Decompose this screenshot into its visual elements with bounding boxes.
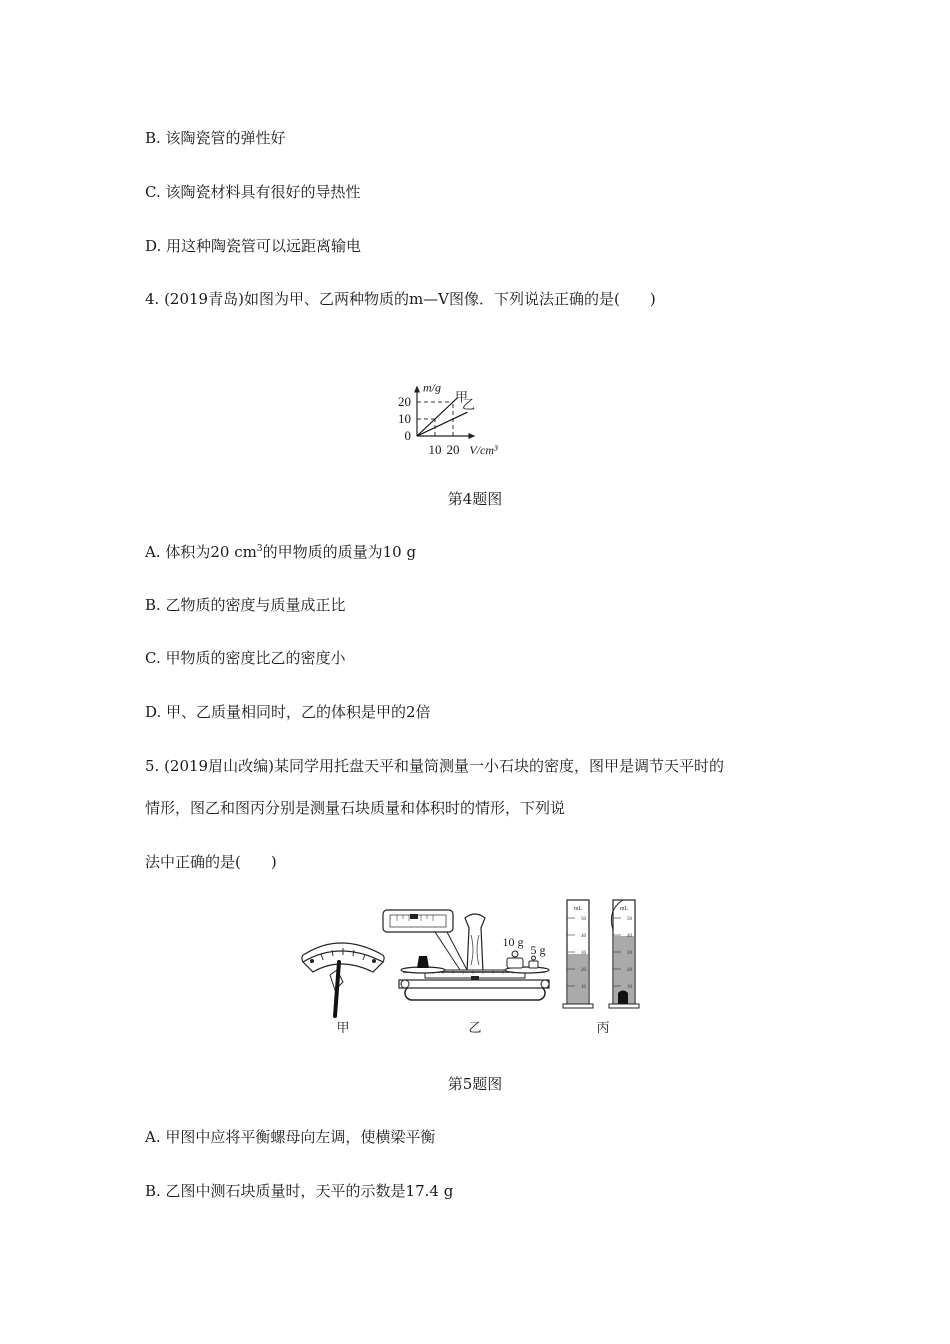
- q5-stem-line1: 5. (2019眉山改编)某同学用托盘天平和量筒测量一小石块的密度，图甲是调节天平时的: [145, 757, 724, 775]
- q4-option-c: C. 甲物质的密度比乙的密度小: [145, 649, 346, 667]
- q4-option-d: D. 甲、乙质量相同时，乙的体积是甲的2倍: [145, 703, 431, 721]
- y-axis-arrow: [414, 386, 420, 393]
- svg-text:30: 30: [627, 951, 632, 956]
- svg-text:10: 10: [627, 985, 632, 990]
- series-line: [417, 412, 467, 436]
- label-yi: 乙: [468, 1020, 482, 1035]
- q3-option-b: B. 该陶瓷管的弹性好: [145, 129, 286, 147]
- svg-text:40: 40: [627, 934, 632, 939]
- svg-text:30: 30: [581, 951, 586, 956]
- q5-option-a: A. 甲图中应将平衡螺母向左调，使横梁平衡: [145, 1128, 436, 1146]
- q4-caption: 第4题图: [447, 490, 503, 508]
- y-tick-label: 10: [398, 411, 411, 426]
- svg-text:10: 10: [581, 985, 586, 990]
- q5-stem-line2: 情形，图乙和图丙分别是测量石块质量和体积时的情形，下列说: [145, 799, 566, 817]
- q4-option-b: B. 乙物质的密度与质量成正比: [145, 596, 346, 614]
- y-tick-label: 20: [398, 394, 411, 409]
- svg-text:20: 20: [581, 968, 586, 973]
- svg-text:50: 50: [581, 917, 586, 922]
- series-label: 乙: [462, 396, 476, 412]
- x-axis-arrow: [468, 433, 475, 439]
- svg-text:mL: mL: [573, 906, 583, 912]
- q5-stem-line3: 法中正确的是( ): [145, 853, 277, 871]
- x-tick-label: 10: [428, 442, 442, 457]
- q3-option-d: D. 用这种陶瓷管可以远距离输电: [145, 237, 362, 255]
- pointer-dial: [302, 943, 384, 1035]
- q5-caption: 第5题图: [447, 1075, 503, 1093]
- q4-option-a: A. 体积为20 $cm^3$的甲物质的质量为10 g: [145, 543, 417, 561]
- y-tick-label: 0: [404, 428, 411, 443]
- series-line: [417, 398, 458, 436]
- balance-and-cylinder-figure: [295, 890, 665, 1040]
- label-jia: 甲: [336, 1020, 350, 1035]
- x-tick-label: 20: [446, 442, 460, 457]
- graduated-cylinders: [563, 900, 639, 1035]
- y-axis-label: m/g: [423, 380, 441, 395]
- weight-label-5g: 5 g: [530, 943, 546, 957]
- q4-stem: 4. (2019青岛)如图为甲、乙两种物质的m—V图像．下列说法正确的是( ): [145, 290, 656, 308]
- series-label: 甲: [455, 389, 469, 405]
- weight-label-10g: 10 g: [502, 935, 524, 949]
- svg-text:mL: mL: [619, 906, 629, 912]
- m-v-chart: [385, 330, 575, 465]
- q3-option-c: C. 该陶瓷材料具有很好的导热性: [145, 183, 361, 201]
- svg-text:40: 40: [581, 934, 586, 939]
- svg-text:20: 20: [627, 968, 632, 973]
- x-axis-label: V/cm³: [469, 443, 498, 457]
- svg-text:50: 50: [627, 917, 632, 922]
- label-bing: 丙: [596, 1020, 610, 1035]
- balance: [383, 910, 549, 1035]
- q5-option-b: B. 乙图中测石块质量时，天平的示数是17.4 g: [145, 1182, 454, 1200]
